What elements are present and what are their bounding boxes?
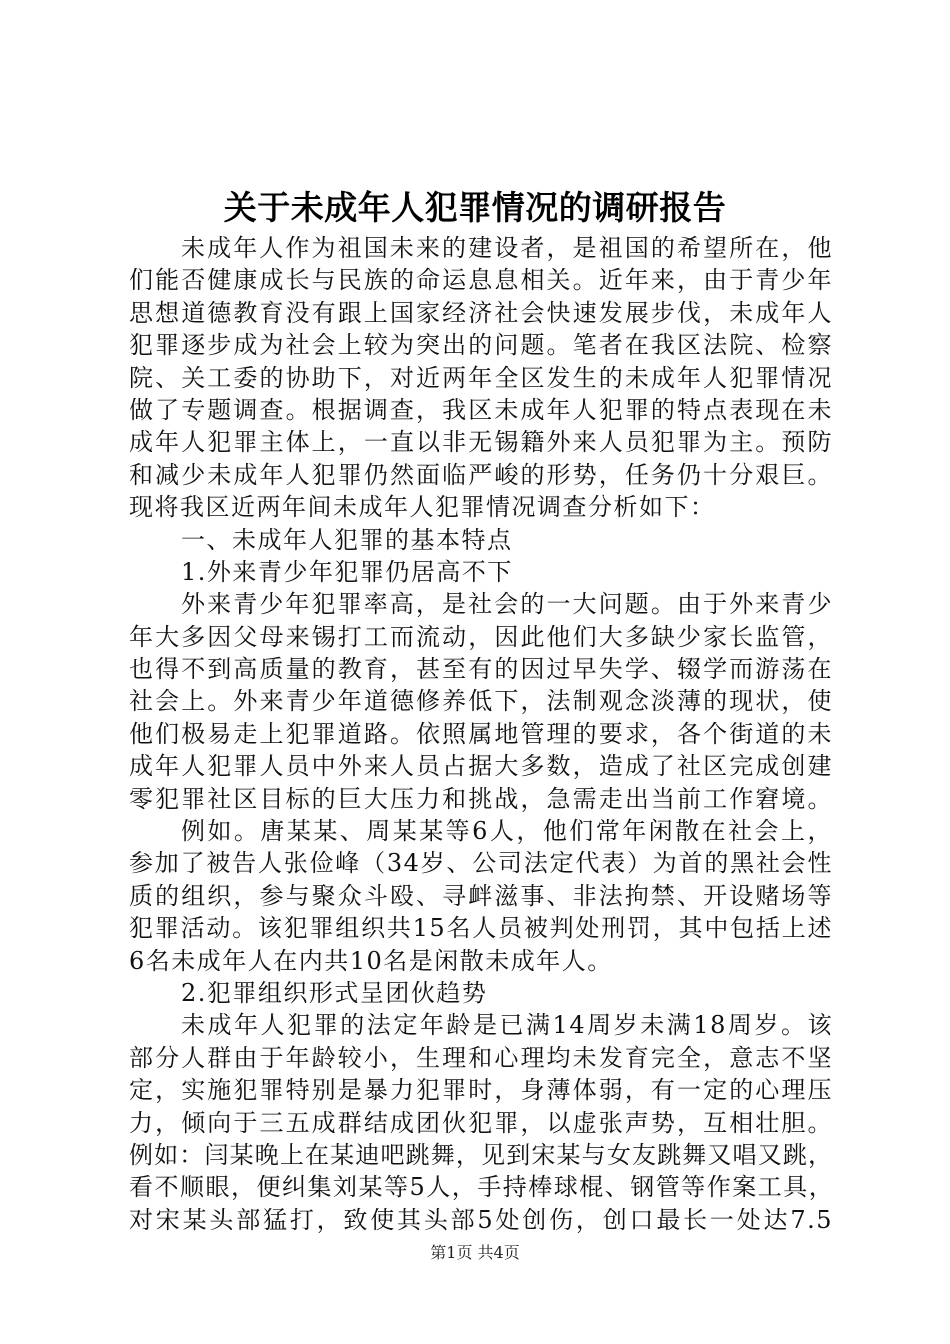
text-line: 社会上。外来青少年道德修养低下，法制观念淡薄的现状，使: [129, 687, 833, 716]
text-line: 年大多因父母来锡打工而流动，因此他们大多缺少家长监管，: [129, 622, 833, 651]
text-line: 对宋某头部猛打，致使其头部5处创伤，创口最长一处达7.5: [129, 1205, 833, 1234]
text-line: 质的组织，参与聚众斗殴、寻衅滋事、非法拘禁、开设赌场等: [129, 881, 833, 910]
text-line: 力，倾向于三五成群结成团伙犯罪，以虚张声势，互相壮胆。: [129, 1108, 833, 1137]
text-line: 1.外来青少年犯罪仍居高不下: [181, 557, 513, 586]
text-line: 零犯罪社区目标的巨大压力和挑战，急需走出当前工作窘境。: [129, 784, 833, 813]
document-title: 关于未成年人犯罪情况的调研报告: [223, 188, 727, 227]
text-line: 例如。唐某某、周某某等6人，他们常年闲散在社会上，: [181, 817, 833, 846]
text-line: 部分人群由于年龄较小，生理和心理均未发育完全，意志不坚: [129, 1043, 833, 1072]
text-line: 也得不到高质量的教育，甚至有的因过早失学、辍学而游荡在: [129, 655, 833, 684]
text-line: 们能否健康成长与民族的命运息息相关。近年来，由于青少年: [129, 266, 833, 295]
text-line: 现将我区近两年间未成年人犯罪情况调查分析如下：: [129, 493, 716, 522]
text-line: 看不顺眼，便纠集刘某等5人，手持棒球棍、钢管等作案工具，: [129, 1173, 835, 1202]
text-line: 成年人犯罪主体上，一直以非无锡籍外来人员犯罪为主。预防: [129, 428, 833, 457]
text-line: 院、关工委的协助下，对近两年全区发生的未成年人犯罪情况: [129, 363, 833, 392]
text-line: 犯罪活动。该犯罪组织共15名人员被判处刑罚，其中包括上述: [129, 914, 833, 943]
text-line: 参加了被告人张俭峰（34岁、公司法定代表）为首的黑社会性: [129, 849, 833, 878]
text-line: 思想道德教育没有跟上国家经济社会快速发展步伐，未成年人: [129, 298, 833, 327]
text-line: 定，实施犯罪特别是暴力犯罪时，身薄体弱，有一定的心理压: [129, 1076, 833, 1105]
text-line: 6名未成年人在内共10名是闲散未成年人。: [129, 946, 613, 975]
text-line: 犯罪逐步成为社会上较为突出的问题。笔者在我区法院、检察: [129, 331, 833, 360]
text-line: 和减少未成年人犯罪仍然面临严峻的形势，任务仍十分艰巨。: [129, 460, 833, 489]
text-line: 例如：闫某晚上在某迪吧跳舞，见到宋某与女友跳舞又唱又跳，: [129, 1140, 833, 1169]
text-line: 他们极易走上犯罪道路。依照属地管理的要求，各个街道的未: [129, 719, 833, 748]
page-footer: 第1页 共4页: [430, 1243, 520, 1262]
document-body: [129, 232, 833, 1236]
text-line: 外来青少年犯罪率高，是社会的一大问题。由于外来青少: [181, 590, 833, 619]
text-line: 未成年人犯罪的法定年龄是已满14周岁未满18周岁。该: [181, 1011, 833, 1040]
text-line: 一、未成年人犯罪的基本特点: [181, 525, 513, 554]
text-line: 2.犯罪组织形式呈团伙趋势: [181, 978, 488, 1007]
text-line: 成年人犯罪人员中外来人员占据大多数，造成了社区完成创建: [129, 752, 833, 781]
text-line: 做了专题调查。根据调查，我区未成年人犯罪的特点表现在未: [129, 395, 833, 424]
text-line: 未成年人作为祖国未来的建设者，是祖国的希望所在，他: [181, 234, 833, 262]
